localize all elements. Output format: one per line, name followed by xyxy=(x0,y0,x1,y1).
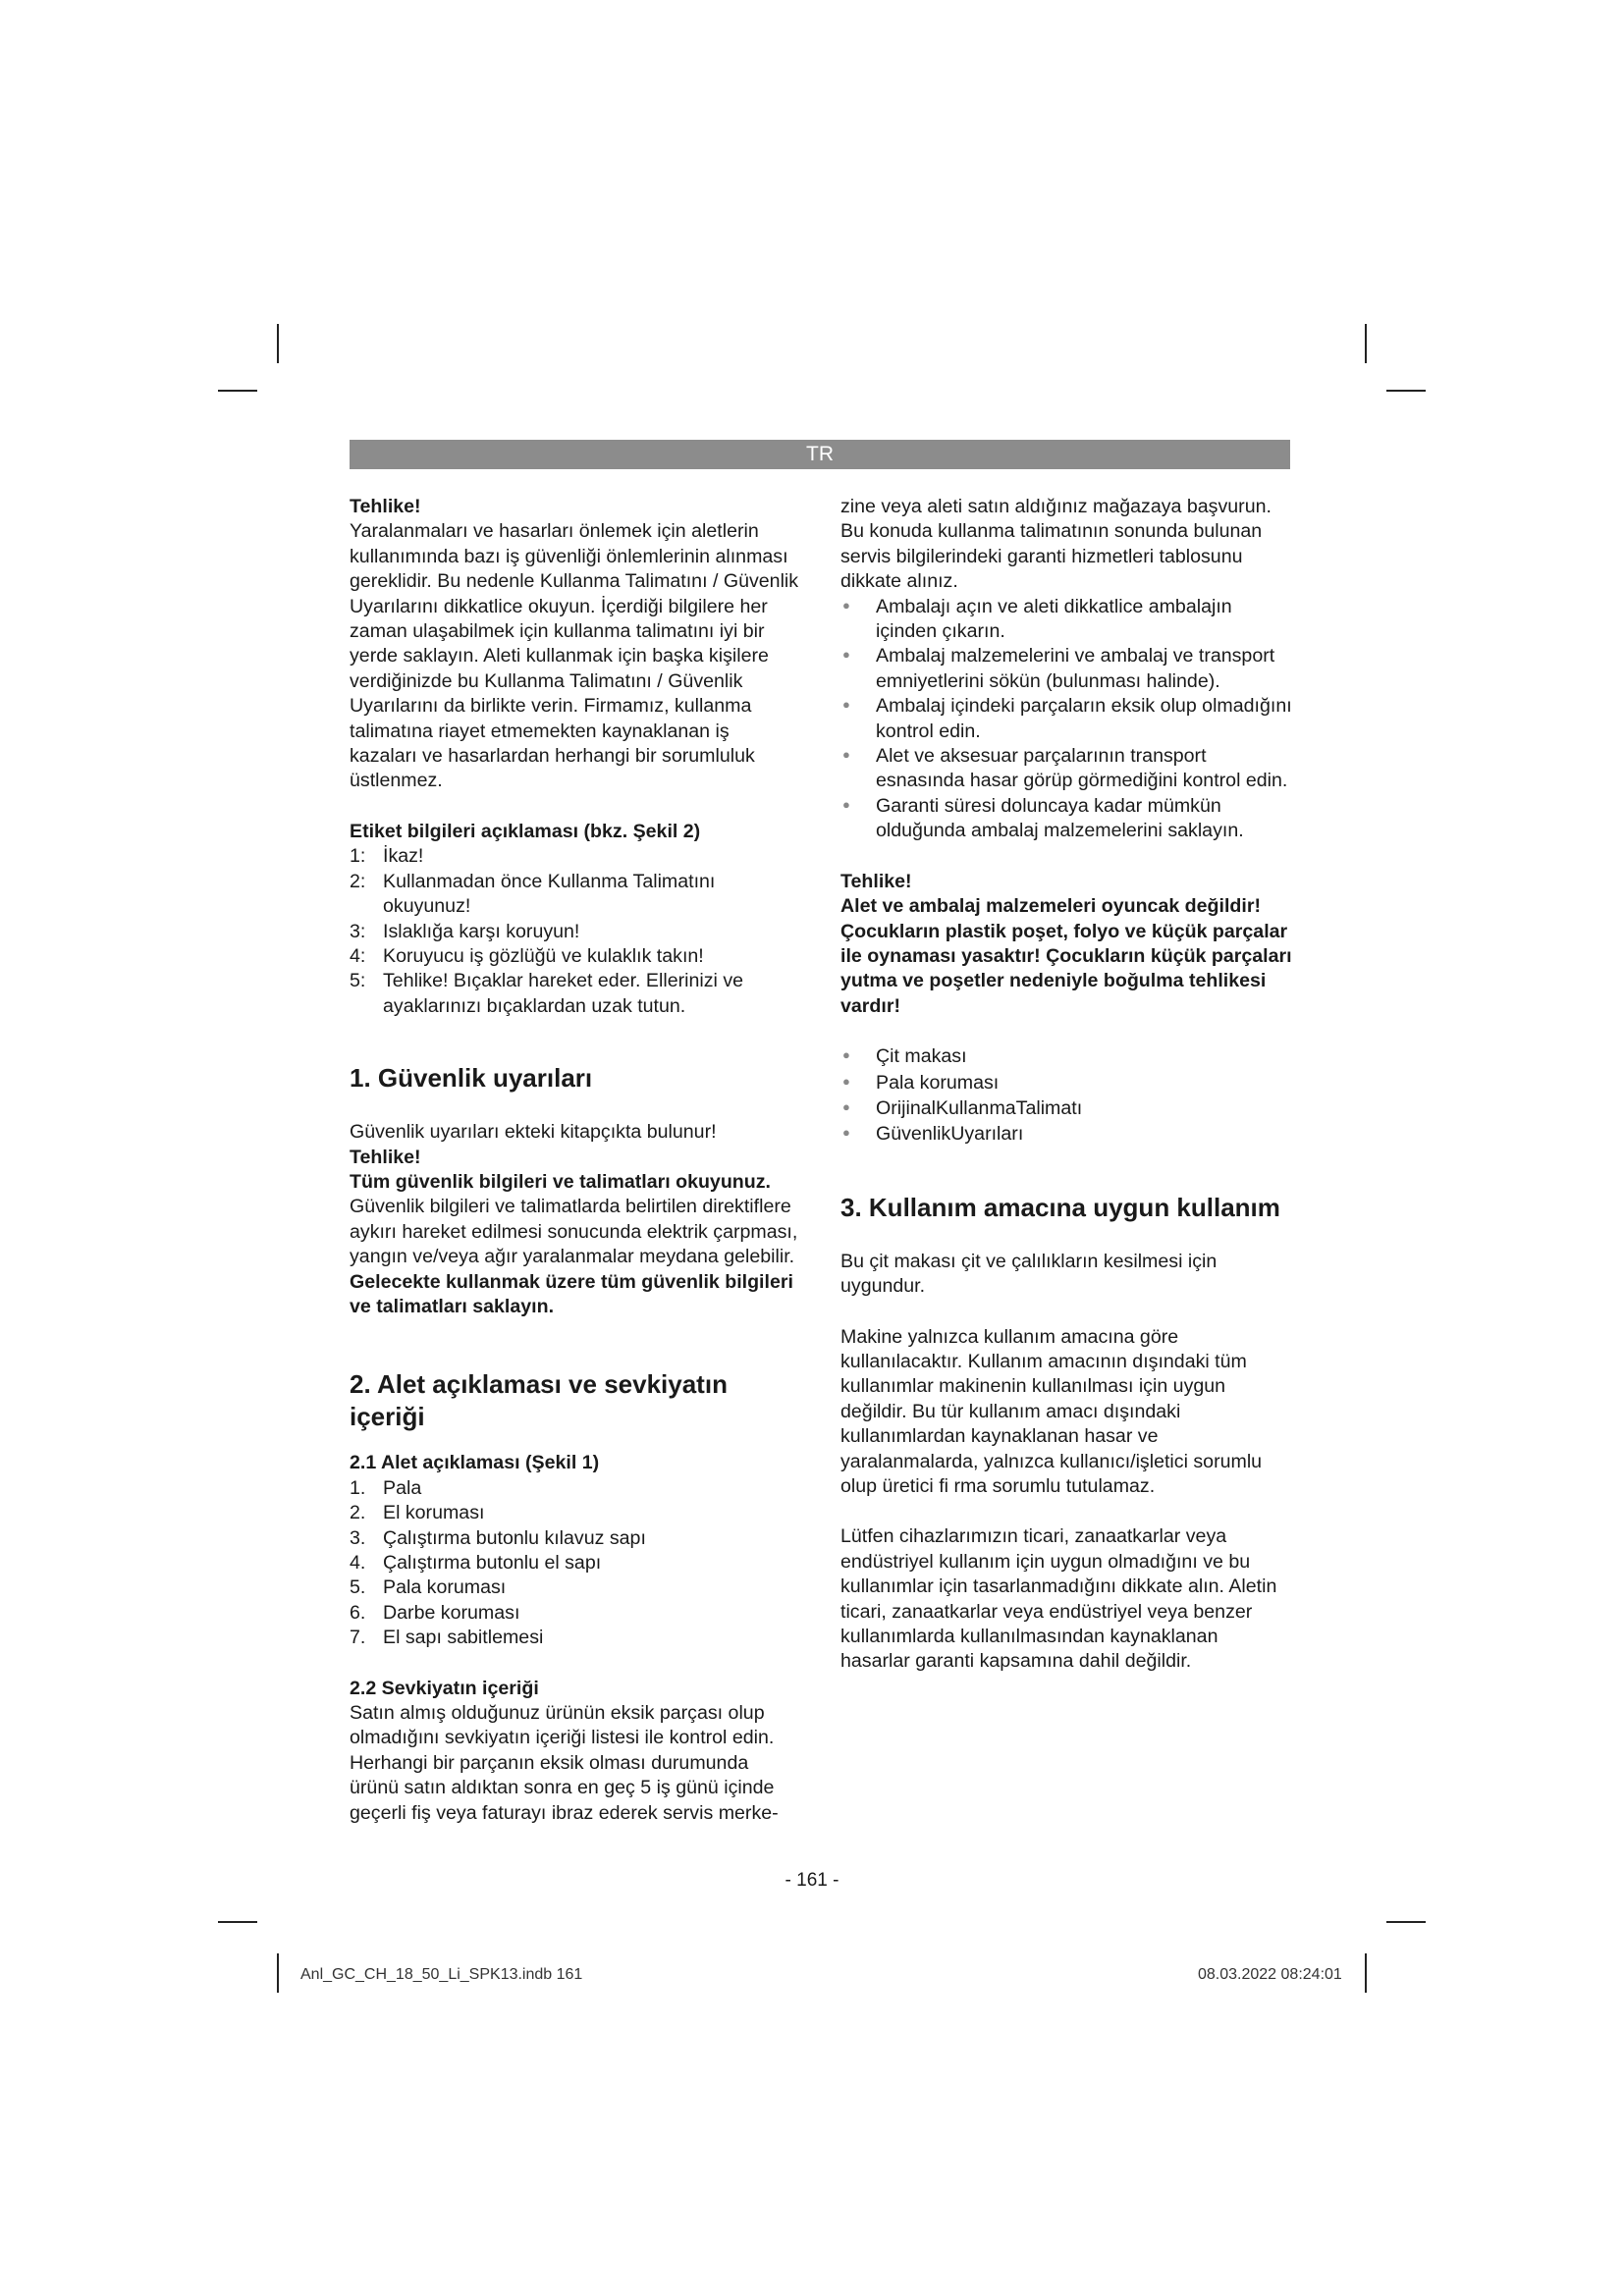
delivery-item-text: GüvenlikUyarıları xyxy=(876,1123,1024,1146)
language-code: TR xyxy=(806,443,834,465)
language-header-bar xyxy=(350,440,1290,469)
section-3-paragraph-1: Bu çit makası çit ve çalılıkların kesilmesi için uygundur. xyxy=(840,1250,1218,1298)
label-item-number: 4: xyxy=(350,944,366,967)
bullet-icon xyxy=(840,794,876,844)
part-number: 4. xyxy=(350,1552,366,1574)
label-item xyxy=(350,920,801,944)
part-item xyxy=(350,1575,801,1600)
section-1-body xyxy=(350,1170,801,1319)
part-number: 2. xyxy=(350,1502,366,1524)
crop-mark xyxy=(1386,1921,1426,1923)
bullet-icon xyxy=(840,595,876,645)
unpack-step-text: Ambalaj malzemelerini ve ambalaj ve transport emniyetlerini sökün (bulunması halinde). xyxy=(876,645,1275,692)
delivery-contents-list xyxy=(840,1044,1292,1148)
crop-mark xyxy=(277,1953,279,1993)
part-name: El sapı sabitlemesi xyxy=(383,1627,544,1649)
section-3-title: 3. Kullanım amacına uygun kullanım xyxy=(840,1192,1280,1222)
part-name: Darbe koruması xyxy=(383,1601,520,1624)
part-item xyxy=(350,1601,801,1626)
part-item xyxy=(350,1626,801,1650)
crop-mark xyxy=(277,324,279,363)
unpack-step-text: Alet ve aksesuar parçalarının transport esnasında hasar görüp görmediğini kontrol edin. xyxy=(876,745,1288,792)
bullet-icon xyxy=(840,694,876,744)
bullet-icon xyxy=(840,644,876,694)
delivery-item xyxy=(840,1096,1292,1122)
part-name: Pala xyxy=(383,1476,422,1499)
delivery-item xyxy=(840,1044,1292,1070)
part-number: 6. xyxy=(350,1601,366,1624)
bullet-icon xyxy=(840,1044,876,1070)
delivery-item xyxy=(840,1122,1292,1148)
section-1-bold-start: Tüm güvenlik bilgileri ve talimatları okuyunuz. xyxy=(350,1170,771,1193)
label-item-number: 3: xyxy=(350,920,366,942)
label-item xyxy=(350,844,801,869)
label-heading: Etiket bilgileri açıklaması (bkz. Şekil 2) xyxy=(350,820,701,842)
part-item xyxy=(350,1526,801,1551)
footer-file-name: Anl_GC_CH_18_50_Li_SPK13.indb 161 xyxy=(300,1966,583,1983)
unpack-step xyxy=(840,595,1292,645)
part-number: 3. xyxy=(350,1526,366,1549)
section-1-danger: Tehlike! xyxy=(350,1146,421,1168)
part-name: Çalıştırma butonlu el sapı xyxy=(383,1552,602,1574)
section-1-title: 1. Güvenlik uyarıları xyxy=(350,1063,593,1094)
label-item-number: 2: xyxy=(350,870,366,892)
label-item-number: 5: xyxy=(350,970,366,992)
label-item xyxy=(350,870,801,920)
unpack-step-text: Ambalaj içindeki parçaların eksik olup olmadığını kontrol edin. xyxy=(876,695,1292,742)
part-number: 1. xyxy=(350,1476,366,1499)
packaging-danger-title: Tehlike! xyxy=(840,870,912,892)
section-2-1-title: 2.1 Alet açıklaması (Şekil 1) xyxy=(350,1452,600,1474)
unpack-step xyxy=(840,694,1292,744)
section-1-bold-end: Gelecekte kullanmak üzere tüm güvenlik bilgileri ve talimatları saklayın. xyxy=(350,1270,793,1317)
unpack-step xyxy=(840,744,1292,794)
label-item xyxy=(350,944,801,969)
label-item-text: İkaz! xyxy=(383,845,424,868)
section-1-text: Güvenlik bilgileri ve talimatlarda belirtilen direktiflere aykırı hareket edilmesi sonucunda elektrik çarpması, yangın ve/veya ağır yaralanmalar meydana gelebilir. xyxy=(350,1196,798,1268)
crop-mark xyxy=(1365,1953,1367,1993)
right-column xyxy=(840,495,1292,1675)
delivery-item xyxy=(840,1071,1292,1096)
crop-mark xyxy=(1365,324,1367,363)
left-column xyxy=(350,495,801,1826)
bullet-icon xyxy=(840,1071,876,1096)
unpack-steps-list xyxy=(840,595,1292,844)
bullet-icon xyxy=(840,1122,876,1148)
label-list xyxy=(350,844,801,1019)
part-item xyxy=(350,1476,801,1501)
crop-mark xyxy=(218,390,257,392)
part-name: Pala koruması xyxy=(383,1576,507,1599)
label-item-text: Islaklığa karşı koruyun! xyxy=(383,920,580,942)
label-item-text: Tehlike! Bıçaklar hareket eder. Ellerinizi ve ayaklarınızı bıçaklardan uzak tutun. xyxy=(383,970,744,1017)
delivery-item-text: Pala koruması xyxy=(876,1071,1000,1094)
section-3-paragraph-2: Makine yalnızca kullanım amacına göre kullanılacaktır. Kullanım amacının dışındaki tüm kullanımlar makinenin kullanılması için uygun değildir. Bu tür kullanım amacı dışındaki kullanımlardan kaynaklanan hasar ve yaralanmalarda, yalnızca kullanıcı/işletici sorumlu olup üretici fi rma sorumlu tutulamaz. xyxy=(840,1325,1263,1497)
label-item-number: 1: xyxy=(350,845,366,868)
unpack-step xyxy=(840,794,1292,844)
crop-mark xyxy=(218,1921,257,1923)
part-name: El koruması xyxy=(383,1502,485,1524)
section-2-2-text: Satın almış olduğunuz ürünün eksik parçası olup olmadığını sevkiyatın içeriği listesi ile kontrol edin. Herhangi bir parçanın eksik olması durumunda ürünü satın aldıktan sonra en geç 5 iş günü içinde geçerli fiş veya faturayı ibraz ederek servis merke- xyxy=(350,1702,779,1824)
bullet-icon xyxy=(840,744,876,794)
danger-title: Tehlike! xyxy=(350,496,421,517)
footer-timestamp: 08.03.2022 08:24:01 xyxy=(1198,1966,1342,1983)
danger-text: Yaralanmaları ve hasarları önlemek için aletlerin kullanımında bazı iş güvenliği önlemlerinin alınması gereklidir. Bu nedenle Kullanma Talimatını / Güvenlik Uyarılarını dikkatlice okuyun. İçerdiği bilgilere her zaman ulaşabilmek için kullanma talimatını iyi bir yerde saklayın. Aleti kullanmak için başka kişilere verdiğinizde bu Kullanma Talimatını / Güvenlik Uyarılarını da birlikte verin. Firmamız, kullanma talimatına riayet etmemekten kaynaklanan iş kazaları ve hasarlardan herhangi bir sorumluluk üstlenmez. xyxy=(350,520,799,792)
continuation-text: zine veya aleti satın aldığınız mağazaya başvurun. Bu konuda kullanma talimatının sonunda bulunan servis bilgilerindeki garanti hizmetleri tablosunu dikkate alınız. xyxy=(840,496,1272,593)
parts-list xyxy=(350,1476,801,1651)
packaging-danger-text: Alet ve ambalaj malzemeleri oyuncak değildir! Çocukların plastik poşet, folyo ve küçük parçalar ile oynaması yasaktır! Çocukların küçük parçaları yutma ve poşetler nedeniyle boğulma tehlikesi vardır! xyxy=(840,895,1292,1017)
section-1-intro: Güvenlik uyarıları ekteki kitapçıkta bulunur! xyxy=(350,1121,717,1144)
part-number: 5. xyxy=(350,1576,366,1599)
label-item-text: Koruyucu iş gözlüğü ve kulaklık takın! xyxy=(383,944,704,967)
part-name: Çalıştırma butonlu kılavuz sapı xyxy=(383,1526,646,1549)
section-2-2-title: 2.2 Sevkiyatın içeriği xyxy=(350,1677,539,1699)
delivery-item-text: Çit makası xyxy=(876,1045,967,1068)
bullet-icon xyxy=(840,1096,876,1122)
part-item xyxy=(350,1501,801,1525)
page-number: - 161 - xyxy=(785,1870,839,1891)
part-item xyxy=(350,1551,801,1575)
unpack-step xyxy=(840,644,1292,694)
delivery-item-text: OrijinalKullanmaTalimatı xyxy=(876,1096,1083,1119)
unpack-step-text: Ambalajı açın ve aleti dikkatlice ambalajın içinden çıkarın. xyxy=(876,595,1232,643)
part-number: 7. xyxy=(350,1627,366,1649)
label-item-text: Kullanmadan önce Kullanma Talimatını okuyunuz! xyxy=(383,870,716,918)
crop-mark xyxy=(1386,390,1426,392)
section-3-paragraph-3: Lütfen cihazlarımızın ticari, zanaatkarlar veya endüstriyel kullanım için uygun olmadığını ve bu kullanımlar için tasarlanmadığını dikkate alın. Aletin ticari, zanaatkarlar veya endüstriyel veya benzer kullanımlarda kullanılmasından kaynaklanan hasarlar garanti kapsamına dahil değildir. xyxy=(840,1525,1277,1673)
unpack-step-text: Garanti süresi doluncaya kadar mümkün olduğunda ambalaj malzemelerini saklayın. xyxy=(876,794,1244,842)
label-item xyxy=(350,969,801,1019)
section-2-title: 2. Alet açıklaması ve sevkiyatın içeriği xyxy=(350,1369,728,1432)
